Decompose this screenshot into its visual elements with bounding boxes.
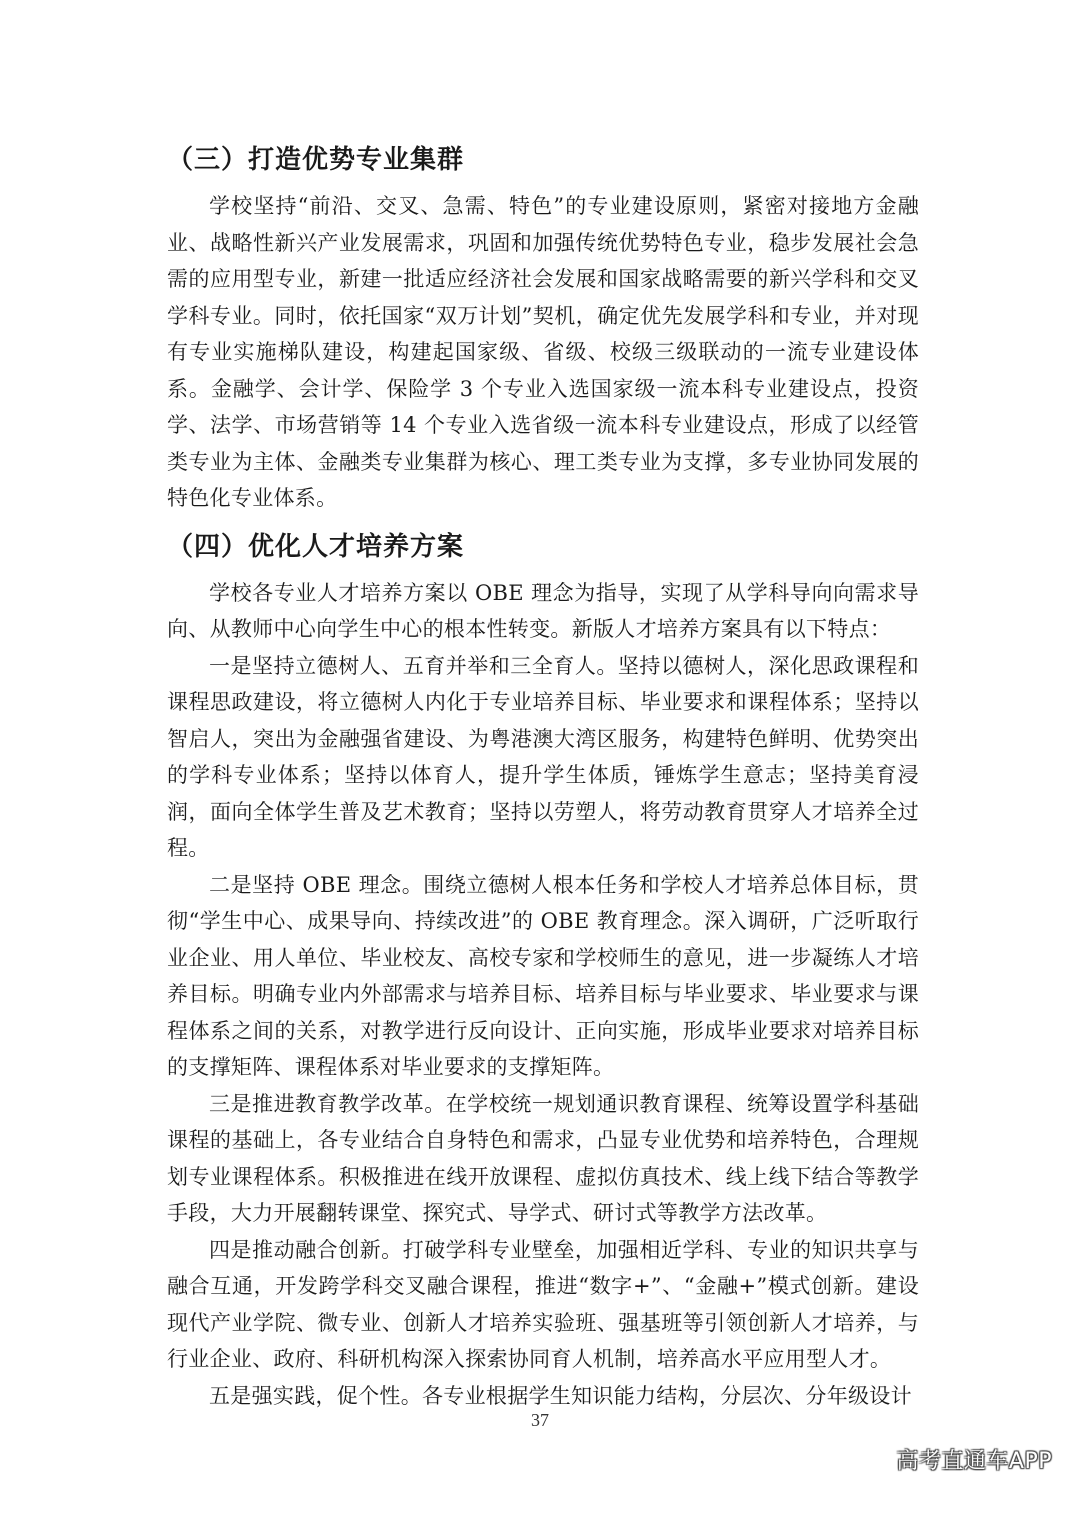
section-4-paragraph-2: 二是坚持 OBE 理念。围绕立德树人根本任务和学校人才培养总体目标，贯彻“学生中心、成果导向、持续改进”的 OBE 教育理念。深入调研，广泛听取行业企业、用人单位、毕业校友、高校专家和学校师生的意见，进一步凝练人才培养目标。明确专业内外部需求与培养目标、培养目标与毕业要求、毕业要求与课程体系之间的关系，对教学进行反向设计、正向实施，形成毕业要求对培养目标的支撑矩阵、课程体系对毕业要求的支撑矩阵。 [167, 872, 919, 1079]
section-heading-3: （三）打造优势专业集群 [167, 145, 465, 175]
page-body [167, 138, 919, 1414]
section-4-paragraph-1: 一是坚持立德树人、五育并举和三全育人。坚持以德树人，深化思政课程和课程思政建设，将立德树人内化于专业培养目标、毕业要求和课程体系；坚持以智启人，突出为金融强省建设、为粤港澳大湾区服务，构建特色鲜明、优势突出的学科专业体系；坚持以体育人，提升学生体质，锤炼学生意志；坚持美育浸润，面向全体学生普及艺术教育；坚持以劳塑人，将劳动教育贯穿人才培养全过程。 [167, 653, 919, 860]
watermark-text: 高考直通车APP [896, 1449, 1052, 1474]
section-heading-4: （四）优化人才培养方案 [167, 531, 465, 562]
section-3-paragraph: 学校坚持“前沿、交叉、急需、特色”的专业建设原则，紧密对接地方金融业、战略性新兴产业发展需求，巩固和加强传统优势特色专业，稳步发展社会急需的应用型专业，新建一批适应经济社会发展和国家战略需要的新兴学科和交叉学科专业。同时，依托国家“双万计划”契机，确定优先发展学科和专业，并对现有专业实施梯队建设，构建起国家级、省级、校级三级联动的一流专业建设体系。金融学、会计学、保险学 3 个专业入选国家级一流本科专业建设点，投资学、法学、市场营销等 14 个专业入选省级一流本科专业建设点，形成了以经管类专业为主体、金融类专业集群为核心、理工类专业为支撑，多专业协同发展的特色化专业体系。 [167, 194, 919, 510]
section-4-paragraph-4: 四是推动融合创新。打破学科专业壁垒，加强相近学科、专业的知识共享与融合互通，开发跨学科交叉融合课程，推进“数字+”、“金融+”模式创新。建设现代产业学院、微专业、创新人才培养实验班、强基班等引领创新人才培养，与行业企业、政府、科研机构深入探索协同育人机制，培养高水平应用型人才。 [167, 1237, 919, 1371]
section-4-paragraph-3: 三是推进教育教学改革。在学校统一规划通识教育课程、统筹设置学科基础课程的基础上，各专业结合自身特色和需求，凸显专业优势和培养特色，合理规划专业课程体系。积极推进在线开放课程、虚拟仿真技术、线上线下结合等教学手段，大力开展翻转课堂、探究式、导学式、研讨式等教学方法改革。 [167, 1091, 919, 1225]
section-4-paragraph-5: 五是强实践，促个性。各专业根据学生知识能力结构，分层次、分年级设计 [209, 1383, 912, 1408]
section-4-paragraph-intro: 学校各专业人才培养方案以 OBE 理念为指导，实现了从学科导向向需求导向、从教师中心向学生中心的根本性转变。新版人才培养方案具有以下特点： [167, 580, 919, 641]
page-number: 37 [531, 1410, 549, 1430]
